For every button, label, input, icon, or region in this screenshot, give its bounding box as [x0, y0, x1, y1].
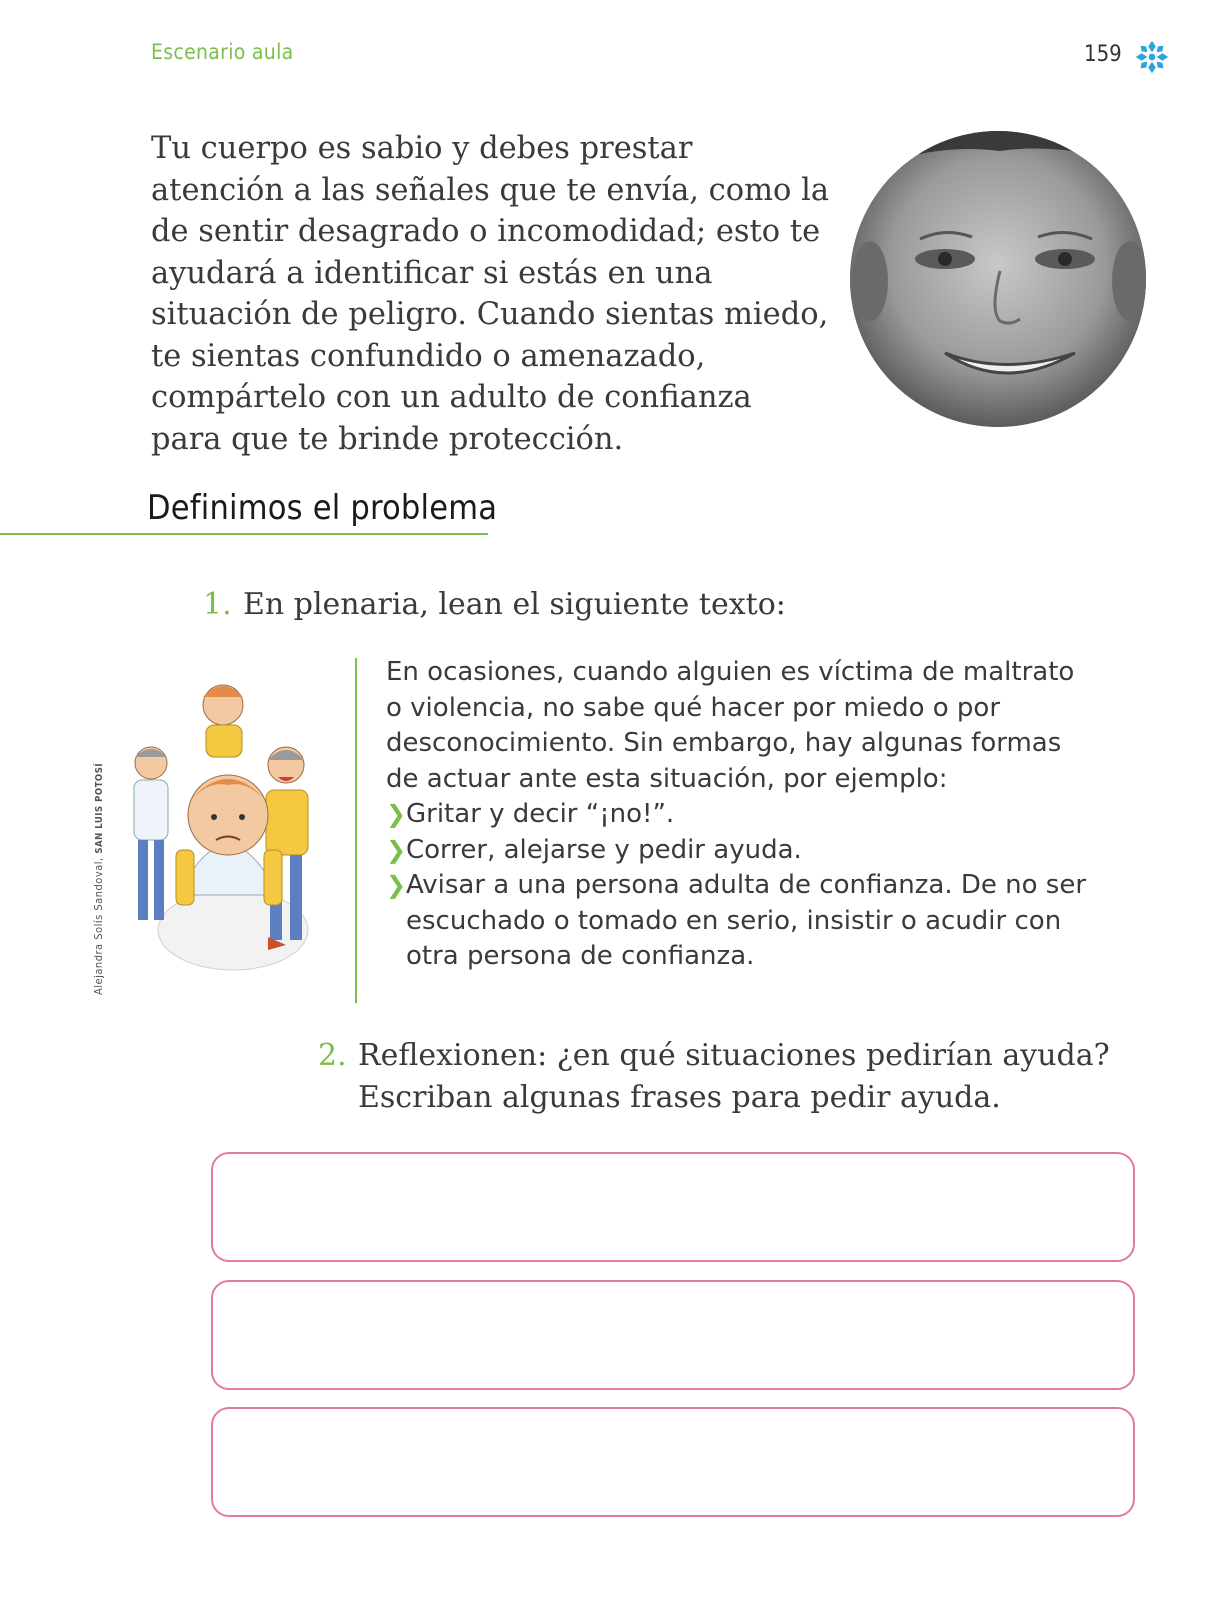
bullet-text: Gritar y decir “¡no!”.	[406, 799, 675, 829]
answer-box-2[interactable]	[211, 1280, 1135, 1390]
list-item	[386, 797, 1086, 833]
flower-logo-icon	[1133, 38, 1171, 76]
child-face-photo	[850, 131, 1146, 427]
credit-author: Alejandra Solís Sandoval,	[92, 857, 105, 995]
credit-place: SAN LUIS POTOSÍ	[94, 762, 105, 854]
bullet-chevron-icon: ❯	[386, 800, 407, 828]
intro-paragraph: Tu cuerpo es sabio y debes prestar atención a las señales que te envía, como la de sentir desagrado o incomodidad; esto te ayudará a identificar si estás en una situación de peligro. Cuando sientas miedo, te sientas confundido o amenazado, compártelo con un adulto de confianza para que te brinde protección.	[151, 131, 830, 457]
reading-bullet-list	[386, 797, 1086, 975]
activity-item-2	[318, 1035, 1138, 1119]
bullet-text: Avisar a una persona adulta de confianza. De no ser escuchado o tomado en serio, insistir o acudir con otra persona de confianza.	[406, 870, 1087, 971]
list-item	[386, 833, 1086, 869]
reading-border	[355, 658, 357, 1003]
item-number: 1.	[203, 587, 232, 622]
list-item	[386, 868, 1086, 975]
item-number: 2.	[318, 1038, 347, 1073]
page-number: 159	[1084, 42, 1122, 67]
section-divider	[0, 533, 488, 535]
children-illustration	[118, 675, 348, 995]
item-text: En plenaria, lean el siguiente texto:	[243, 587, 786, 622]
reading-text-box	[386, 655, 1086, 975]
reading-paragraph: En ocasiones, cuando alguien es víctima de maltrato o violencia, no sabe qué hacer por miedo o por desconocimiento. Sin embargo, hay algunas formas de actuar ante esta situación, por ejemplo:	[386, 657, 1075, 794]
answer-box-1[interactable]	[211, 1152, 1135, 1262]
activity-item-1	[203, 584, 786, 626]
section-title: Definimos el problema	[147, 488, 498, 528]
illustration-credit	[92, 763, 105, 995]
item-text: Reflexionen: ¿en qué situaciones pedirían ayuda? Escriban algunas frases para pedir ayuda.	[358, 1038, 1110, 1115]
bullet-chevron-icon: ❯	[386, 871, 407, 899]
bullet-text: Correr, alejarse y pedir ayuda.	[406, 834, 802, 865]
section-label: Escenario aula	[151, 40, 294, 64]
answer-box-3[interactable]	[211, 1407, 1135, 1517]
bullet-chevron-icon: ❯	[386, 835, 407, 864]
